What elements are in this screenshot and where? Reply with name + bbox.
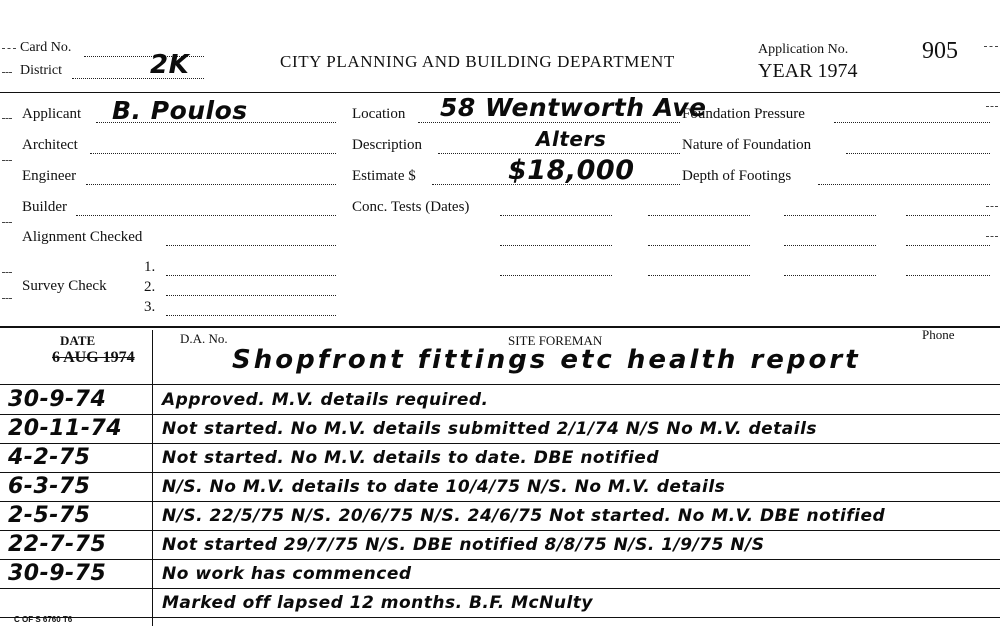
survey-line-1 xyxy=(166,275,336,276)
depth-footings-label: Depth of Footings xyxy=(682,168,792,184)
conc-test-line-6 xyxy=(648,245,750,246)
log-row-note: Marked off lapsed 12 months. B.F. McNulty xyxy=(162,593,593,613)
date-column-label: DATE xyxy=(60,333,96,348)
da-column-label: D.A. No. xyxy=(180,331,228,346)
alignment-line xyxy=(166,245,336,246)
conc-test-line-4 xyxy=(906,215,990,216)
description-label: Description xyxy=(352,137,422,153)
edge-mark xyxy=(2,72,12,73)
edge-mark xyxy=(984,46,998,47)
log-row-note: Approved. M.V. details required. xyxy=(162,390,489,410)
builder-line xyxy=(76,215,336,216)
conc-test-line-1 xyxy=(500,215,612,216)
edge-mark xyxy=(2,48,16,49)
builder-label: Builder xyxy=(22,199,67,215)
log-row-line xyxy=(0,559,1000,560)
depth-footings-line xyxy=(818,184,990,185)
edge-mark xyxy=(2,298,12,299)
log-row-date: 4-2-75 xyxy=(8,445,91,470)
log-row-note: N/S. 22/5/75 N/S. 20/6/75 N/S. 24/6/75 Not started. No M.V. DBE notified xyxy=(162,506,886,526)
survey-number-2: 2. xyxy=(144,279,156,295)
card-no-label: Card No. xyxy=(20,40,72,55)
estimate-value: $18,000 xyxy=(508,155,635,186)
nature-foundation-line xyxy=(846,153,990,154)
survey-line-3 xyxy=(166,315,336,316)
application-no-label: Application No. xyxy=(758,42,849,57)
architect-line xyxy=(90,153,336,154)
conc-test-line-11 xyxy=(784,275,876,276)
edge-mark xyxy=(2,272,12,273)
engineer-label: Engineer xyxy=(22,168,77,184)
log-row-date: 20-11-74 xyxy=(8,416,123,441)
foundation-pressure-line xyxy=(834,122,990,123)
first-entry-note: Shopfront fittings etc health report xyxy=(232,345,861,375)
log-row-note: No work has commenced xyxy=(162,564,412,584)
log-row-note: Not started. No M.V. details to date. DBE notified xyxy=(162,448,659,468)
edge-mark xyxy=(2,160,12,161)
applicant-label: Applicant xyxy=(22,106,82,122)
edge-mark xyxy=(986,236,998,237)
log-row-date: 22-7-75 xyxy=(8,532,107,557)
conc-test-line-12 xyxy=(906,275,990,276)
log-row-note: N/S. No M.V. details to date 10/4/75 N/S. No M.V. details xyxy=(162,477,726,497)
description-value: Alters xyxy=(536,127,607,151)
log-row-note: Not started 29/7/75 N/S. DBE notified 8/8/75 N/S. 1/9/75 N/S xyxy=(162,535,765,555)
log-row-date: 30-9-74 xyxy=(8,387,107,412)
log-row-date: 6-3-75 xyxy=(8,474,91,499)
district-label: District xyxy=(20,63,62,78)
engineer-line xyxy=(86,184,336,185)
conc-test-line-7 xyxy=(784,245,876,246)
conc-test-line-2 xyxy=(648,215,750,216)
survey-number-1: 1. xyxy=(144,259,156,275)
conc-test-line-9 xyxy=(500,275,612,276)
log-row-line xyxy=(0,472,1000,473)
date-column-divider xyxy=(152,330,153,626)
conc-test-line-8 xyxy=(906,245,990,246)
log-row-date: 2-5-75 xyxy=(8,503,91,528)
district-value: 2K xyxy=(150,50,190,80)
log-row-date: 30-9-75 xyxy=(8,561,107,586)
log-row-line xyxy=(0,414,1000,415)
log-row-line xyxy=(0,530,1000,531)
edge-mark xyxy=(986,106,998,107)
conc-tests-label: Conc. Tests (Dates) xyxy=(352,199,470,215)
conc-test-line-10 xyxy=(648,275,750,276)
foreman-column-label: SITE FOREMAN xyxy=(508,333,603,348)
year-label: YEAR 1974 xyxy=(758,60,858,82)
log-row-line xyxy=(0,501,1000,502)
edge-mark xyxy=(2,118,12,119)
edge-mark xyxy=(986,206,998,207)
struck-date: 6 AUG 1974 xyxy=(52,349,135,366)
foundation-pressure-label: Foundation Pressure xyxy=(682,106,805,122)
department-title: CITY PLANNING AND BUILDING DEPARTMENT xyxy=(280,52,675,71)
survey-number-3: 3. xyxy=(144,299,156,315)
survey-label: Survey Check xyxy=(22,278,107,294)
conc-test-line-5 xyxy=(500,245,612,246)
location-line xyxy=(418,122,680,123)
phone-column-label: Phone xyxy=(922,327,955,342)
conc-test-line-3 xyxy=(784,215,876,216)
applicant-value: B. Poulos xyxy=(112,96,248,125)
application-number: 905 xyxy=(922,38,958,64)
survey-line-2 xyxy=(166,295,336,296)
estimate-label: Estimate $ xyxy=(352,168,416,184)
architect-label: Architect xyxy=(22,137,78,153)
location-value: 58 Wentworth Ave xyxy=(440,93,707,122)
log-top-divider xyxy=(0,326,1000,328)
log-row-line xyxy=(0,617,1000,618)
form-code: C OF S 6760 T6 xyxy=(14,615,73,624)
location-label: Location xyxy=(352,106,406,122)
edge-mark xyxy=(2,222,12,223)
nature-foundation-label: Nature of Foundation xyxy=(682,137,812,153)
log-row-note: Not started. No M.V. details submitted 2/1/74 N/S No M.V. details xyxy=(162,419,818,439)
log-row-line xyxy=(0,588,1000,589)
alignment-label: Alignment Checked xyxy=(22,229,143,245)
first-row-line xyxy=(0,384,1000,385)
description-line xyxy=(438,153,680,154)
log-row-line xyxy=(0,443,1000,444)
